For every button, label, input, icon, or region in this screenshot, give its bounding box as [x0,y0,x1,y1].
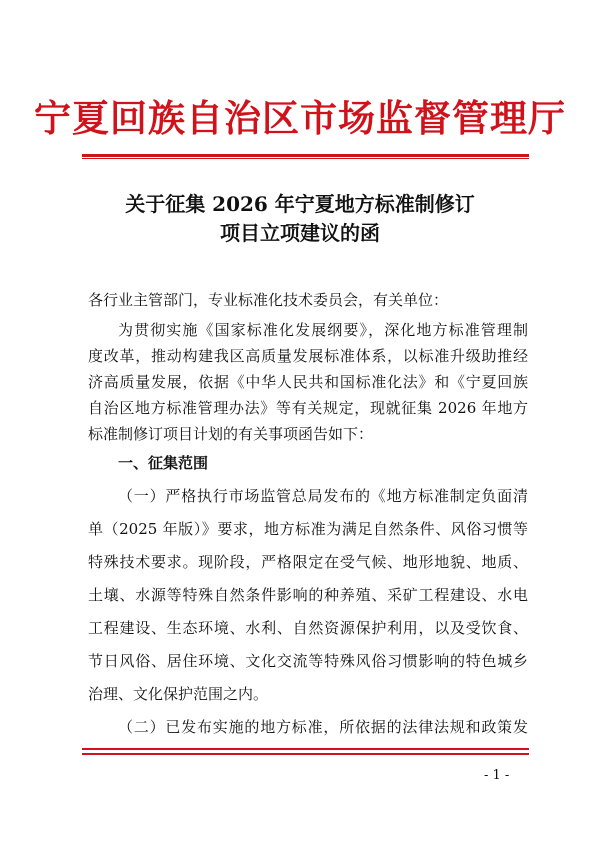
masthead-rule-thin [82,158,529,159]
item-line: 特殊技术要求。现阶段，严格限定在受气候、地形地貌、地质、 [88,553,528,571]
item-2-line: （二）已发布实施的地方标准，所依据的法律法规和政策发 [118,718,528,736]
intro-line: 自治区地方标准管理办法》等有关规定，现就征集 2026 年地方 [88,399,528,417]
item-line: 治理、文化保护范围之内。 [88,685,269,703]
intro-line: 标准制修订项目计划的有关事项函告如下： [88,425,374,443]
item-line: 单（2025 年版）》要求，地方标准为满足自然条件、风俗习惯等 [88,520,528,538]
document-title-line-1: 关于征集 2026 年宁夏地方标准制修订 [125,192,475,216]
intro-line: 为贯彻实施《国家标准化发展纲要》，深化地方标准管理制 [118,321,528,339]
intro-line: 济高质量发展，依据《中华人民共和国标准化法》和《宁夏回族 [88,373,528,391]
intro-line: 度改革，推动构建我区高质量发展标准体系，以标准升级助推经 [88,347,528,365]
masthead: 宁夏回族自治区市场监督管理厅 [34,96,566,140]
footer-rule-2 [82,753,529,755]
masthead-rule-thick [82,154,529,157]
page-number: - 1 - [484,768,510,783]
item-line: 工程建设、生态环境、水利、自然资源保护利用，以及受饮食、 [88,619,528,637]
item-line: （一）严格执行市场监管总局发布的《地方标准制定负面清 [118,487,528,505]
salutation: 各行业主管部门，专业标准化技术委员会，有关单位： [88,291,449,309]
item-line: 土壤、水源等特殊自然条件影响的种养殖、采矿工程建设、水电 [88,586,528,604]
item-line: 节日风俗、居住环境、文化交流等特殊风俗习惯影响的特色城乡 [88,652,528,670]
section-heading: 一、征集范围 [118,454,209,472]
document-title-line-2: 项目立项建议的函 [220,221,380,245]
footer-rule-1 [82,748,529,750]
